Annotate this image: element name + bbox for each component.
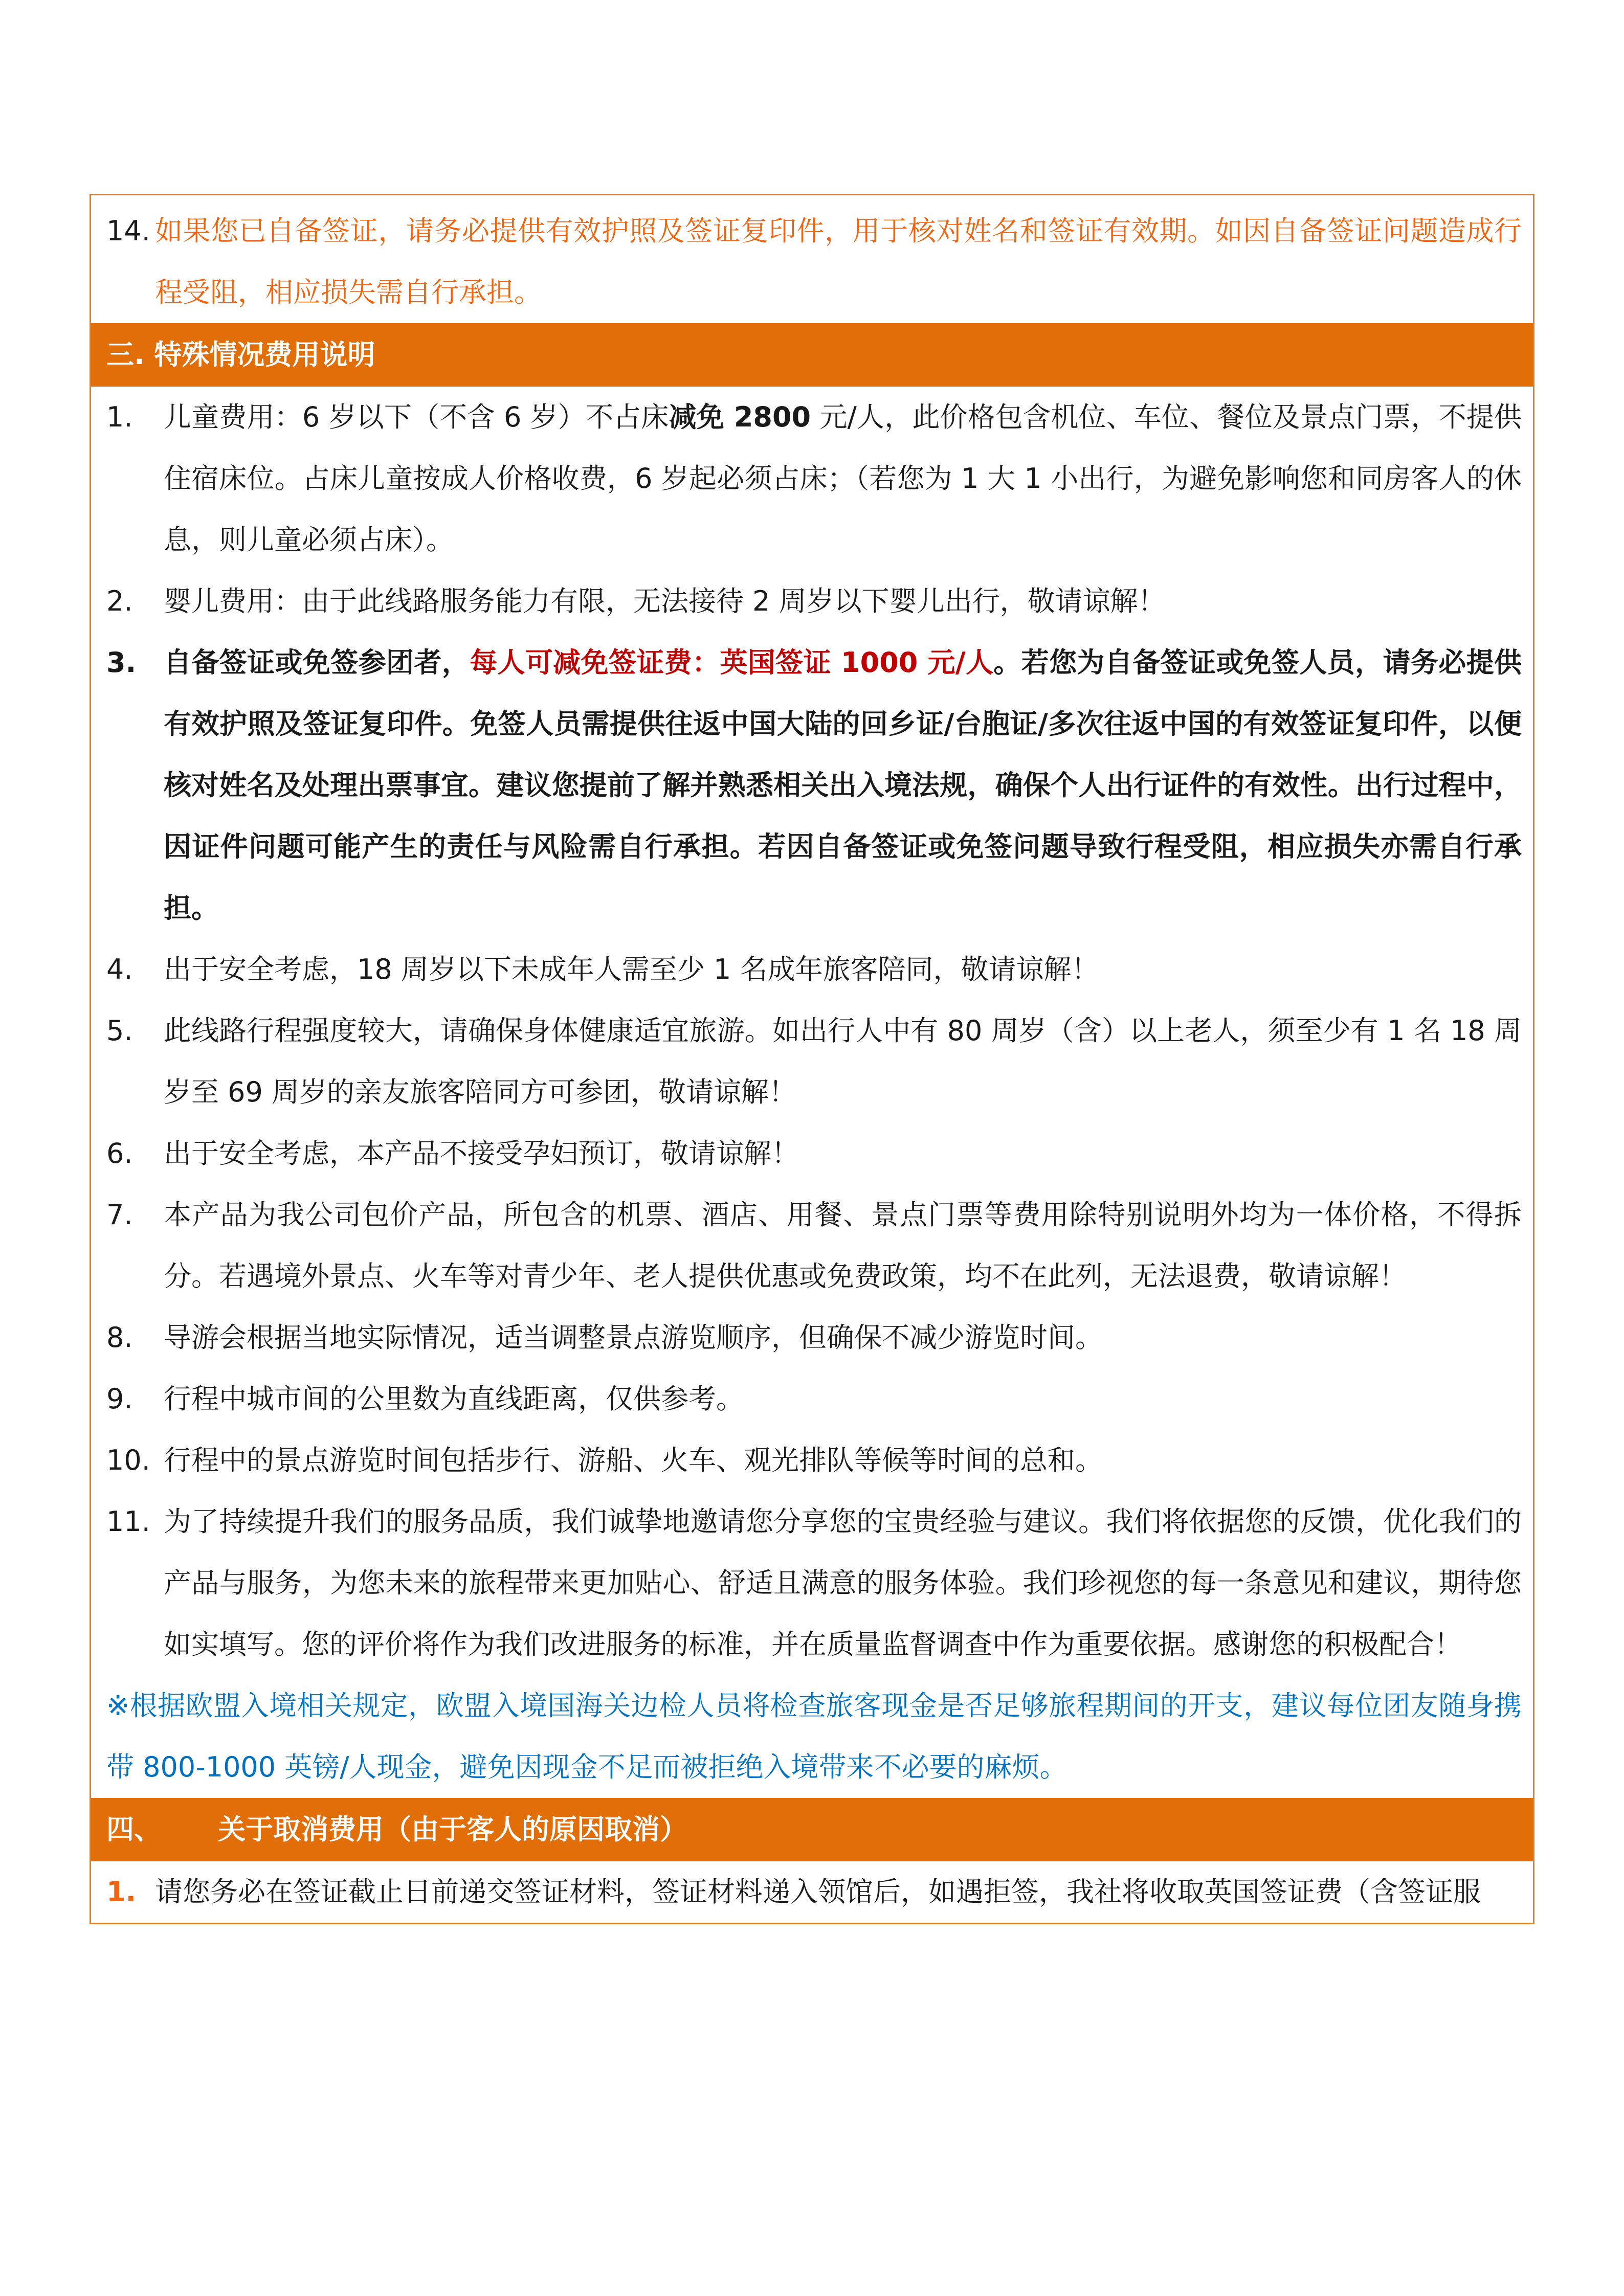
section3-item-7 xyxy=(91,1184,1533,1307)
section-number: 四、 xyxy=(106,1813,162,1845)
item-text-pre: 自备签证或免签参团者， xyxy=(164,646,470,679)
item-number: 8. xyxy=(106,1321,133,1354)
item-text xyxy=(164,387,1522,571)
item-text-bold: 减免 2800 xyxy=(669,401,811,433)
section3-item-6 xyxy=(91,1123,1533,1184)
item-text: 导游会根据当地实际情况，适当调整景点游览顺序，但确保不减少游览时间。 xyxy=(164,1321,1103,1354)
item-text: 出于安全考虑，本产品不接受孕妇预订，敬请谅解！ xyxy=(164,1137,799,1169)
item-number: 1. xyxy=(106,1876,137,1908)
item-text: 本产品为我公司包价产品，所包含的机票、酒店、用餐、景点门票等费用除特别说明外均为一体价格，不得拆分。若遇境外景点、火车等对青少年、老人提供优惠或免费政策，均不在此列，无法退费，敬请谅解！ xyxy=(164,1199,1522,1292)
item-14 xyxy=(91,195,1533,323)
item-text-post: 元/人，此价格包含机位、车位、餐位及景点门票，不提供住宿床位。占床儿童按成人价格收费，6 岁起必须占床；（若您为 1 大 1 小出行，为避免影响您和同房客人的休息，则儿童必须占床）。 xyxy=(164,401,1522,556)
item-text-pre: 儿童费用：6 岁以下（不含 6 岁）不占床 xyxy=(164,401,669,433)
cash-requirement-note: ※根据欧盟入境相关规定，欧盟入境国海关边检人员将检查旅客现金是否足够旅程期间的开支，建议每位团友随身携带 800-1000 英镑/人现金，避免因现金不足而被拒绝入境带来不必要的麻烦。 xyxy=(106,1690,1522,1783)
item-text: 出于安全考虑，18 周岁以下未成年人需至少 1 名成年旅客陪同，敬请谅解！ xyxy=(164,953,1099,985)
section4-item-1 xyxy=(91,1861,1533,1923)
notice-table xyxy=(90,194,1534,1924)
item-number: 14. xyxy=(106,215,150,247)
section3-item-2 xyxy=(91,571,1533,632)
item-text: 行程中城市间的公里数为直线距离，仅供参考。 xyxy=(164,1383,744,1415)
item-number: 11. xyxy=(106,1505,150,1538)
item-number: 5. xyxy=(106,1015,133,1047)
item-text xyxy=(164,632,1522,939)
section-header-cancellation xyxy=(91,1798,1533,1861)
item-number: 1. xyxy=(106,401,133,433)
section3-item-10 xyxy=(91,1430,1533,1491)
item-number: 6. xyxy=(106,1137,133,1169)
section3-item-9 xyxy=(91,1368,1533,1430)
item-text: 此线路行程强度较大，请确保身体健康适宜旅游。如出行人中有 80 周岁（含）以上老人，须至少有 1 名 18 周岁至 69 周岁的亲友旅客陪同方可参团，敬请谅解！ xyxy=(164,1015,1522,1108)
item-number: 3. xyxy=(106,646,137,679)
item-text-post: 。若您为自备签证或免签人员，请务必提供有效护照及签证复印件。免签人员需提供往返中国大陆的回乡证/台胞证/多次往返中国的有效签证复印件，以便核对姓名及处理出票事宜。建议您提前了解并熟悉相关出入境法规，确保个人出行证件的有效性。出行过程中，因证件问题可能产生的责任与风险需自行承担。若因自备签证或免签问题导致行程受阻，相应损失亦需自行承担。 xyxy=(164,646,1522,924)
section3-item-4 xyxy=(91,939,1533,1000)
item-number: 7. xyxy=(106,1199,133,1231)
section3-item-8 xyxy=(91,1307,1533,1368)
item-text: 请您务必在签证截止日前递交签证材料，签证材料递入领馆后，如遇拒签，我社将收取英国签证费（含签证服 xyxy=(155,1876,1481,1908)
item-text: 行程中的景点游览时间包括步行、游船、火车、观光排队等候等时间的总和。 xyxy=(164,1444,1103,1476)
item-number: 2. xyxy=(106,585,133,617)
section3-item-1 xyxy=(91,387,1533,571)
section-title: 关于取消费用（由于客人的原因取消） xyxy=(218,1813,687,1845)
item-text: 婴儿费用：由于此线路服务能力有限，无法接待 2 周岁以下婴儿出行，敬请谅解！ xyxy=(164,585,1166,617)
item-number: 4. xyxy=(106,953,133,985)
section3-item-11 xyxy=(91,1491,1533,1675)
section-header-special-fees: 三. 特殊情况费用说明 xyxy=(91,323,1533,387)
item-number: 10. xyxy=(106,1444,150,1476)
item-text: 如果您已自备签证，请务必提供有效护照及签证复印件，用于核对姓名和签证有效期。如因自备签证问题造成行程受阻，相应损失需自行承担。 xyxy=(155,215,1522,308)
section3-item-5 xyxy=(91,1000,1533,1123)
item-number: 9. xyxy=(106,1383,133,1415)
section3-item-3 xyxy=(91,632,1533,939)
item-text: 为了持续提升我们的服务品质，我们诚挚地邀请您分享您的宝贵经验与建议。我们将依据您的反馈，优化我们的产品与服务，为您未来的旅程带来更加贴心、舒适且满意的服务体验。我们珍视您的每一条意见和建议，期待您如实填写。您的评价将作为我们改进服务的标准，并在质量监督调查中作为重要依据。感谢您的积极配合！ xyxy=(164,1505,1522,1660)
visa-discount-highlight: 每人可减免签证费：英国签证 1000 元/人 xyxy=(470,646,994,679)
